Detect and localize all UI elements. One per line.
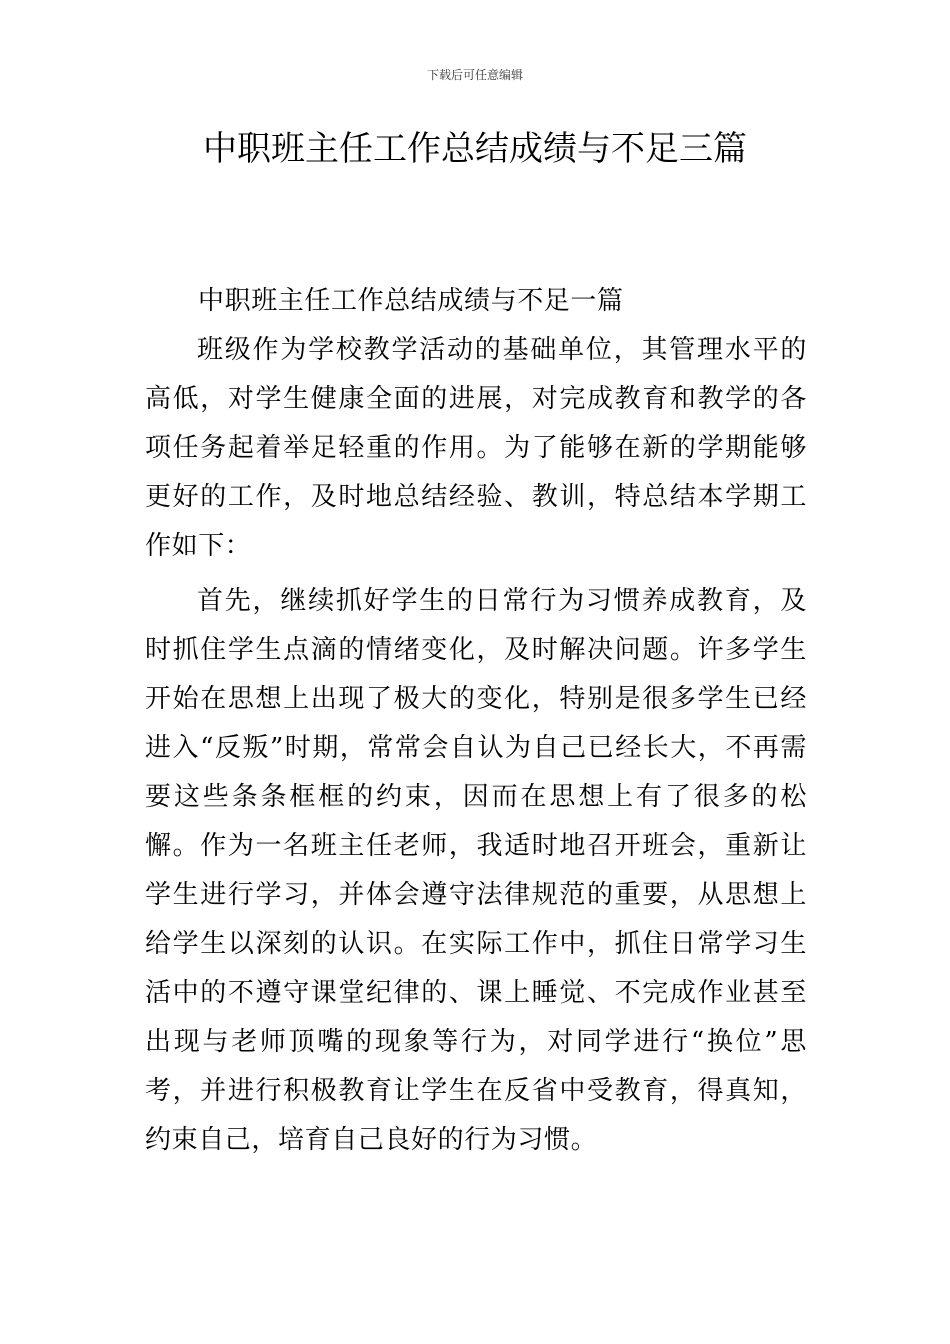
paragraph-text: 班级作为学校教学活动的基础单位，其管理水平的高低，对学生健康全面的进展，对完成教育和教学的各项任务起着举足轻重的作用。为了能够在新的学期能够更好的工作，及时地总结经验、教训，特总结本学期工作如下： bbox=[145, 335, 807, 561]
header-note: 下载后可任意编辑 bbox=[426, 68, 523, 82]
section-heading: 中职班主任工作总结成绩与不足一篇 bbox=[198, 286, 624, 316]
paragraph-intro bbox=[145, 326, 807, 571]
paragraph-text: 首先，继续抓好学生的日常行为习惯养成教育，及时抓住学生点滴的情绪变化，及时解决问题。许多学生开始在思想上出现了极大的变化，特别是很多学生已经进入“反叛”时期，常常会自认为自己已经长大，不再需要这些条条框框的约束，因而在思想上有了很多的松懈。作为一名班主任老师，我适时地召开班会，重新让学生进行学习，并体会遵守法律规范的重要，从思想上给学生以深刻的认识。在实际工作中，抓住日常学习生活中的不遵守课堂纪律的、课上睡觉、不完成作业甚至出现与老师顶嘴的现象等行为，对同学进行“换位”思考，并进行积极教育让学生在反省中受教育，得真知，约束自己，培育自己良好的行为习惯。 bbox=[145, 586, 807, 1155]
paragraph-first-point bbox=[145, 577, 807, 1165]
document-title: 中职班主任工作总结成绩与不足三篇 bbox=[203, 129, 747, 169]
